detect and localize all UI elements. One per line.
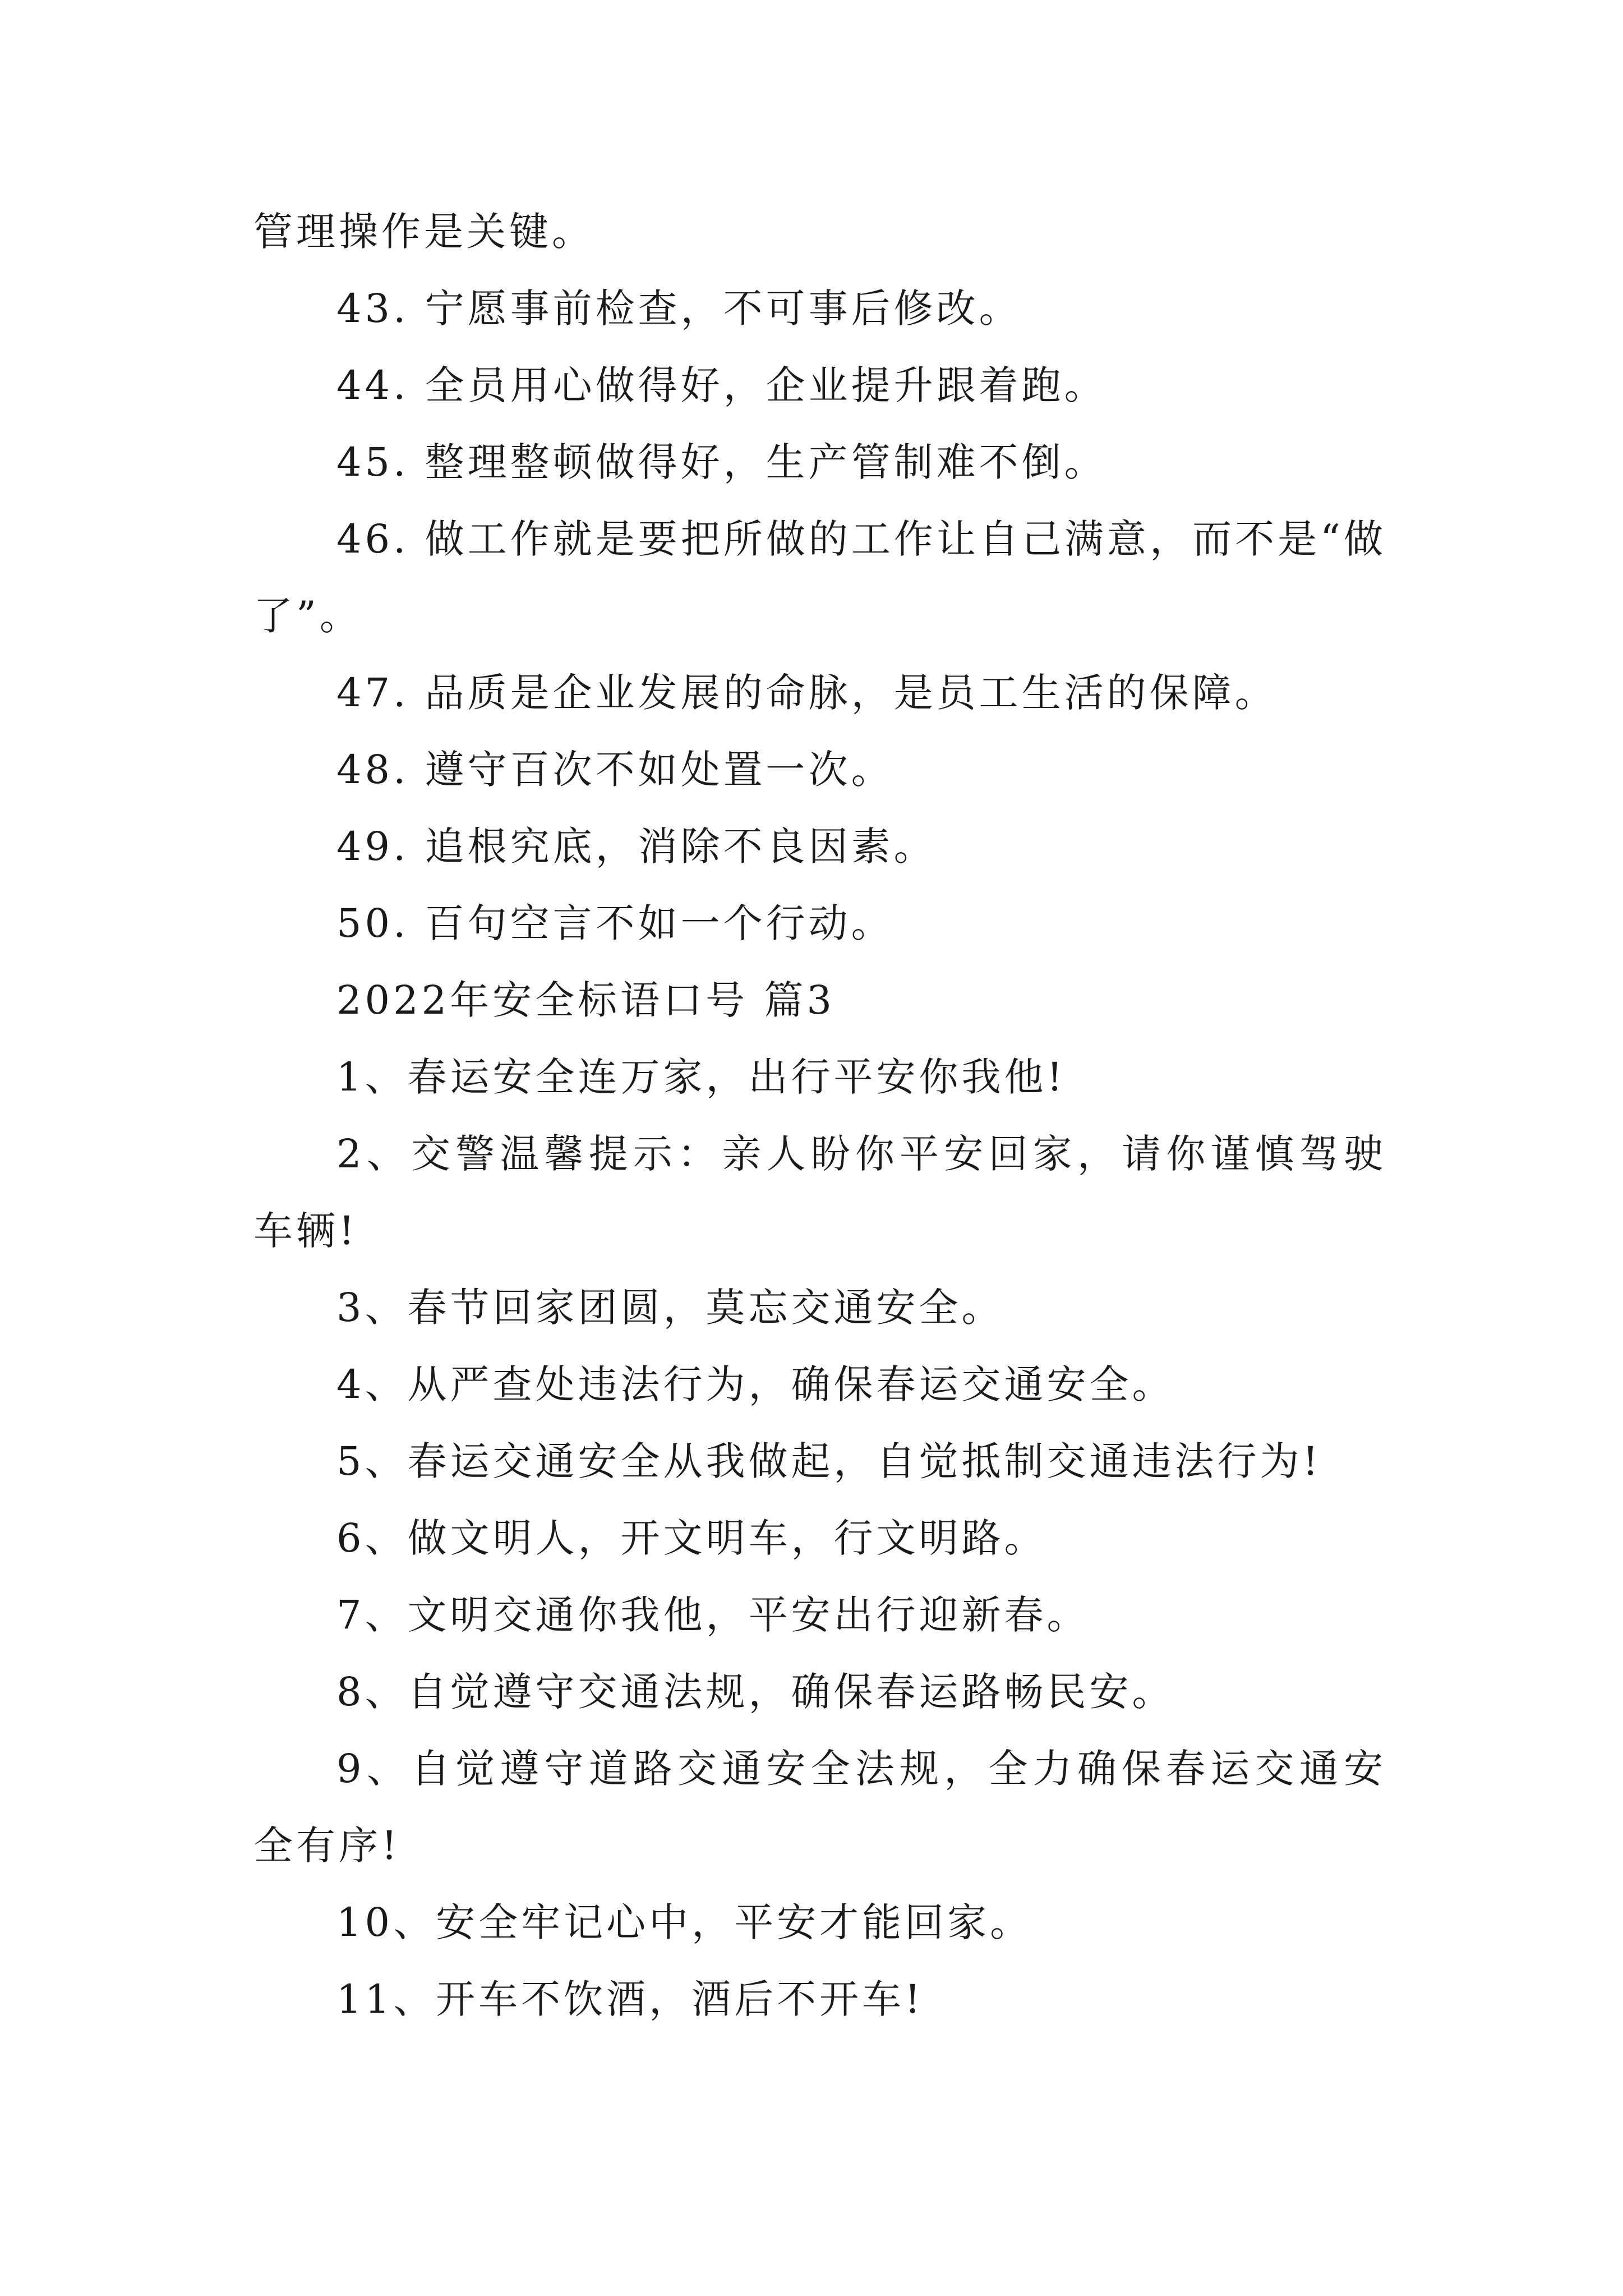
slogan-item-10: 10、安全牢记心中，平安才能回家。 (336, 1899, 1033, 1945)
slogan-item-5: 5、春运交通安全从我做起，自觉抵制交通违法行为! (336, 1438, 1322, 1484)
slogan-item-1: 1、春运安全连万家，出行平安你我他! (336, 1054, 1066, 1100)
slogan-item-44: 44. 全员用心做得好，企业提升跟着跑。 (336, 362, 1107, 408)
section-heading: 2022年安全标语口号 篇3 (336, 977, 835, 1023)
slogan-item-6: 6、做文明人，开文明车，行文明路。 (336, 1515, 1047, 1561)
slogan-item-48: 48. 遵守百次不如处置一次。 (336, 747, 894, 793)
slogan-item-8: 8、自觉遵守交通法规，确保春运路畅民安。 (336, 1669, 1175, 1715)
slogan-item-9: 9、自觉遵守道路交通安全法规，全力确保春运交通安全有序! (253, 1746, 1386, 1869)
slogan-item-45: 45. 整理整顿做得好，生产管制难不倒。 (336, 439, 1107, 485)
slogan-item-11: 11、开车不饮酒，酒后不开车! (336, 1976, 924, 2022)
slogan-item-3: 3、春节回家团圆，莫忘交通安全。 (336, 1285, 1004, 1331)
slogan-item-2: 2、交警温馨提示：亲人盼你平安回家，请你谨慎驾驶车辆! (253, 1131, 1386, 1254)
slogan-item-49: 49. 追根究底，消除不良因素。 (336, 823, 937, 869)
slogan-item-50: 50. 百句空言不如一个行动。 (336, 900, 894, 946)
slogan-item-7: 7、文明交通你我他，平安出行迎新春。 (336, 1592, 1090, 1638)
document-body (253, 194, 1386, 2038)
slogan-item-4: 4、从严查处违法行为，确保春运交通安全。 (336, 1361, 1175, 1407)
paragraph-line: 管理操作是关键。 (253, 209, 594, 255)
slogan-item-43: 43. 宁愿事前检查，不可事后修改。 (336, 286, 1022, 332)
slogan-item-46: 46. 做工作就是要把所做的工作让自己满意，而不是“做了”。 (253, 516, 1386, 639)
slogan-item-47: 47. 品质是企业发展的命脉，是员工生活的保障。 (336, 670, 1278, 716)
